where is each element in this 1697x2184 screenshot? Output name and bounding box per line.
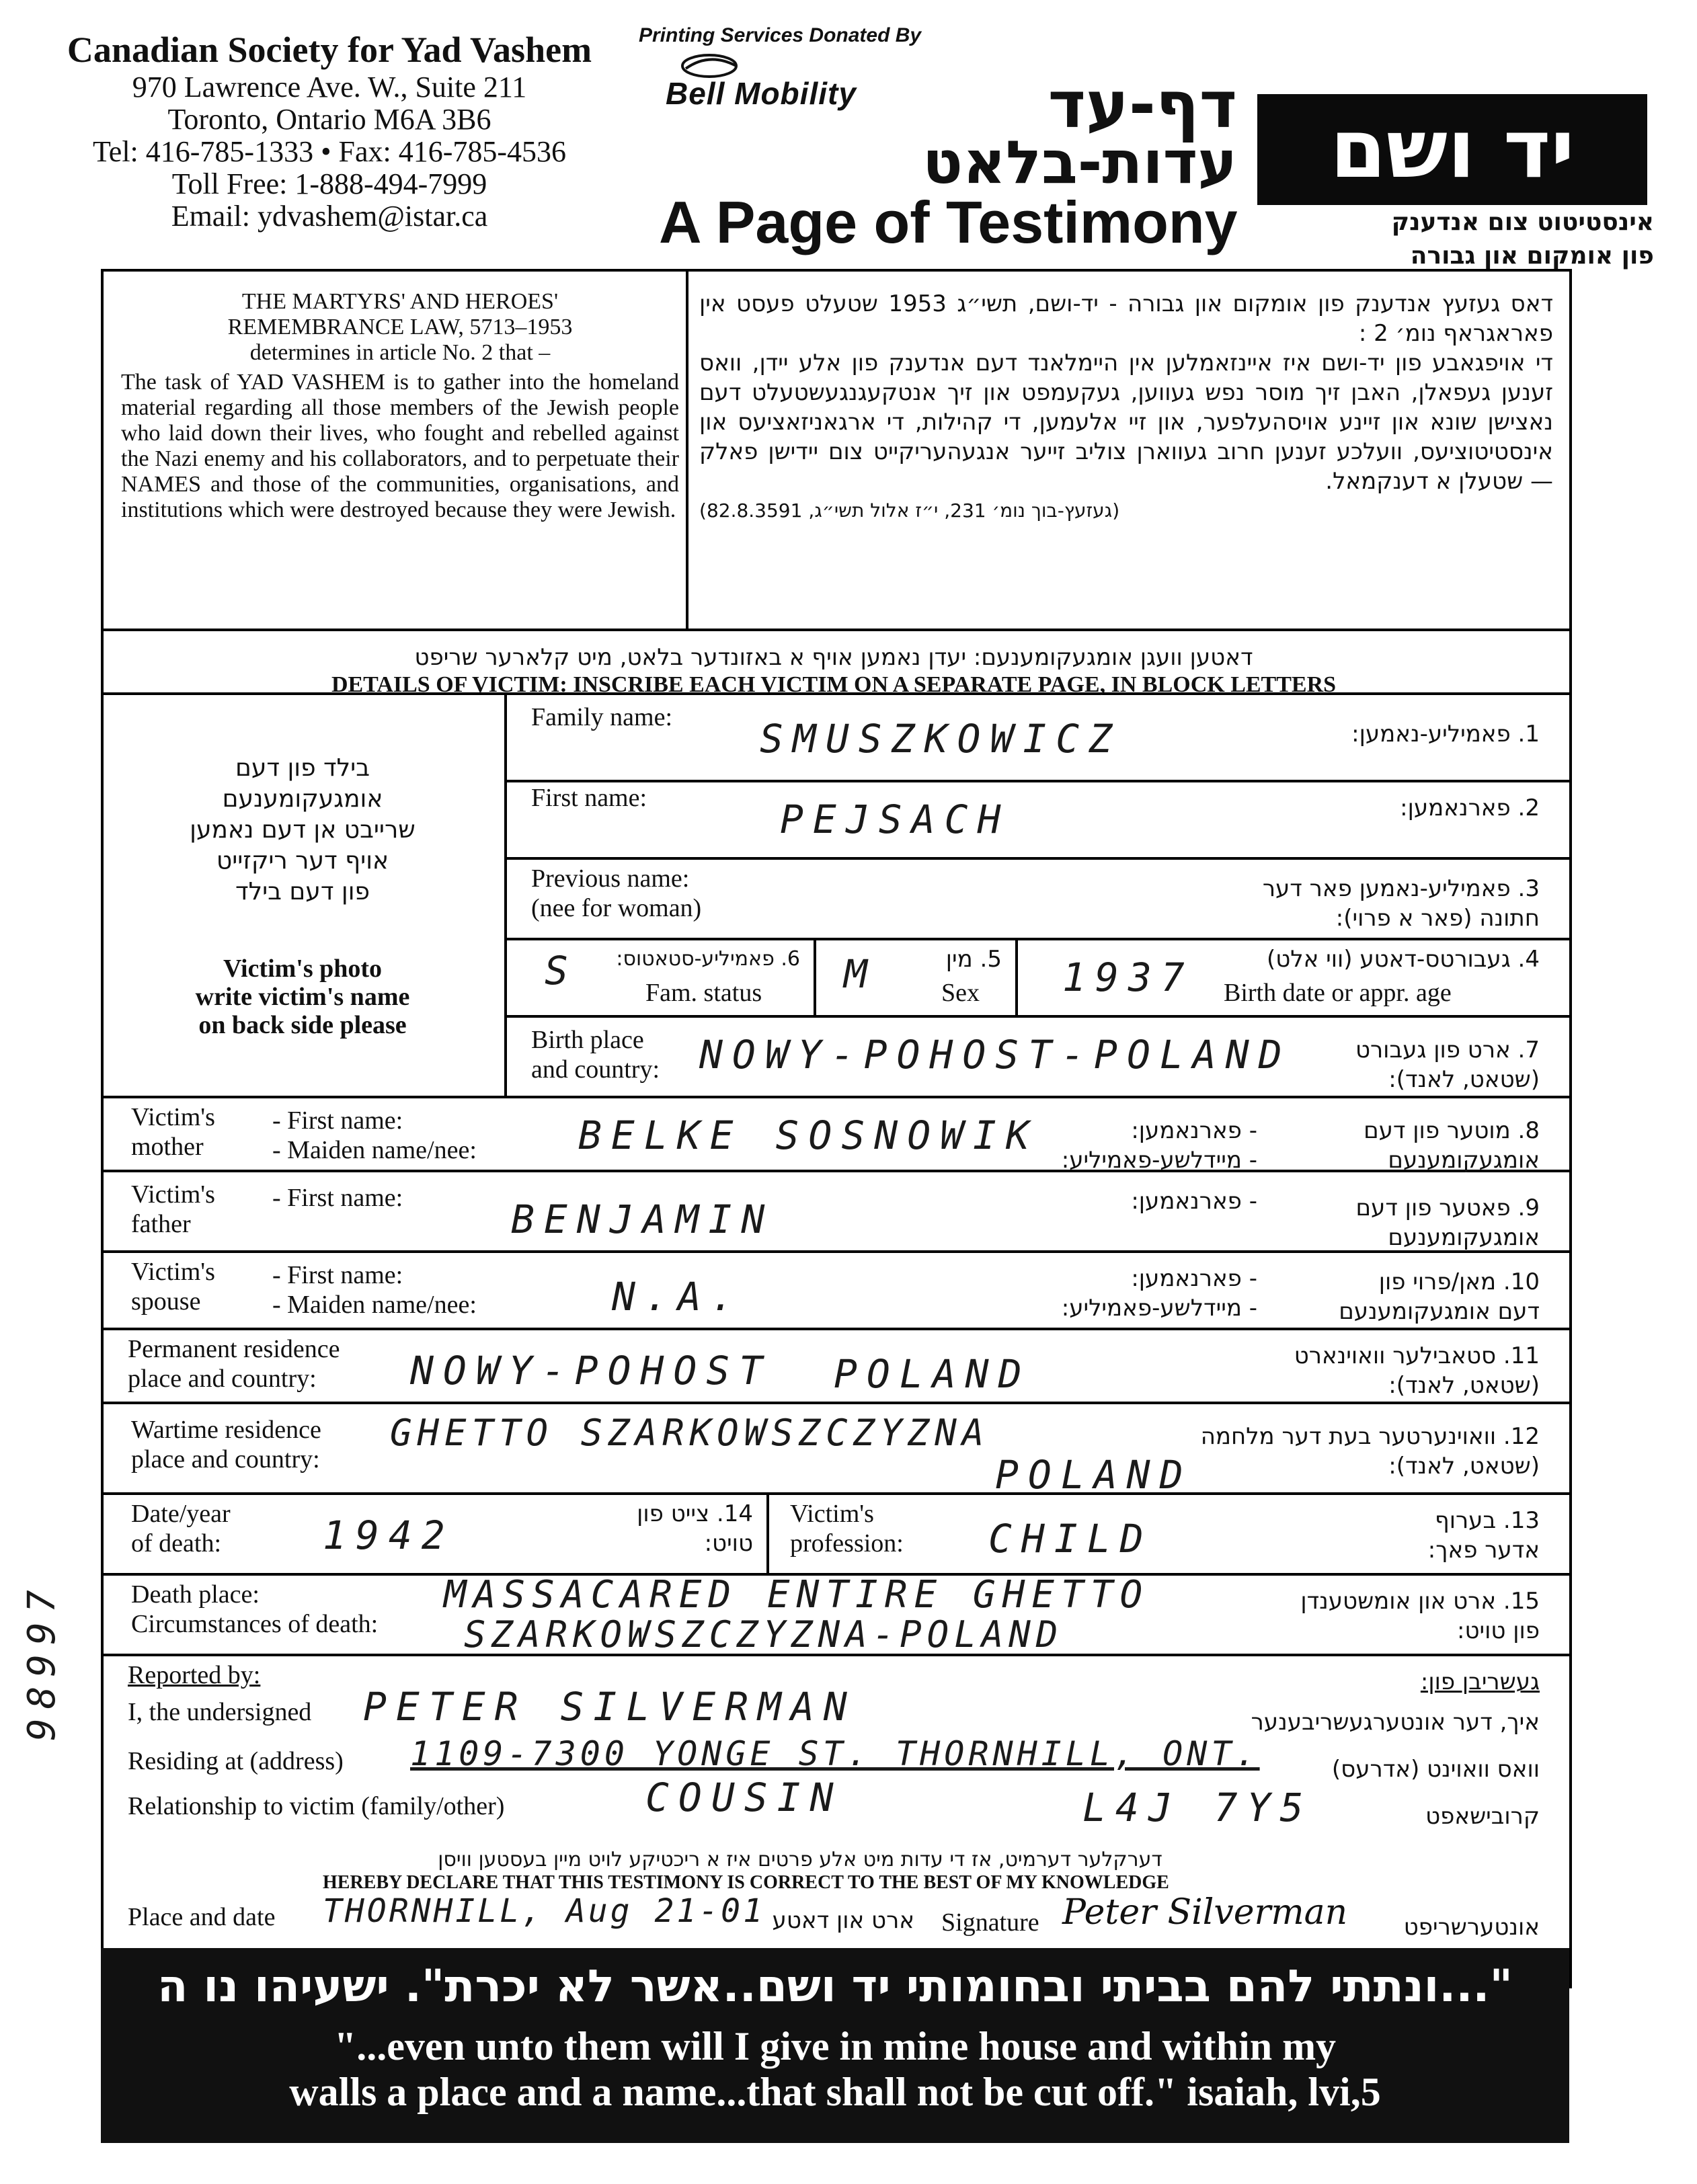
death-place-value[interactable]: MASSACARED ENTIRE GHETTO — [444, 1573, 1150, 1617]
mother-label — [131, 1102, 215, 1162]
divider — [101, 1402, 1569, 1404]
divider — [504, 692, 507, 1096]
org-address-line2: Toronto, Ontario M6A 3B6 — [167, 103, 491, 136]
father-sub-label: - First name: — [272, 1184, 403, 1212]
hebrew-title-edut-blat: עדות-בלאט — [922, 128, 1237, 197]
mother-sub-label: - First name: — [272, 1106, 403, 1135]
photo-heb-line: אומגעקומענעם — [222, 785, 383, 813]
birth-place-label — [531, 1025, 660, 1084]
fam-status-label: Fam. status — [645, 979, 762, 1007]
place-date-value[interactable]: THORNHILL, Aug 21-01 — [323, 1892, 765, 1930]
relationship-label: Relationship to victim (family/other) — [128, 1792, 505, 1820]
family-name-heb-label: 1. פאמיליע-נאמען: — [1351, 721, 1540, 747]
father-label — [131, 1180, 215, 1239]
photo-en-line: write victim's name — [195, 983, 410, 1011]
declaration-hebrew: דערקלער דערמיט, אז די עדות מיט אלע פרטים איז א ריכטיקע לויט מיין בעסטען וויסן — [438, 1848, 1162, 1871]
father-heb-sub-label: - פארנאמען: — [1131, 1188, 1257, 1215]
divider — [766, 1492, 769, 1573]
mother-value[interactable]: BELKE SOSNOWIK — [578, 1113, 1039, 1158]
death-place-heb-line: פון טויט: — [1457, 1617, 1540, 1644]
profession-label — [790, 1499, 904, 1558]
father-label-line: Victim's — [131, 1180, 215, 1209]
death-place-value-2[interactable]: SZARKOWSZCZYZNA-POLAND — [464, 1613, 1064, 1656]
permanent-residence-heb-line: (שטאט, לאנד): — [1388, 1372, 1540, 1399]
birth-date-value[interactable]: 1937 — [1062, 955, 1194, 1000]
relationship-heb-label: קרובישאפט — [1425, 1803, 1540, 1830]
first-name-label: First name: — [531, 784, 647, 812]
profession-heb-line: 13. בערוף — [1434, 1507, 1540, 1534]
divider — [504, 780, 1569, 782]
photo-heb-line: בילד פון דעם — [235, 754, 370, 782]
profession-heb-line: אדער פאך: — [1427, 1537, 1540, 1564]
declaration-english: HEREBY DECLARE THAT THIS TESTIMONY IS CORRECT TO THE BEST OF MY KNOWLEDGE — [323, 1872, 1169, 1893]
scripture-banner — [101, 1948, 1569, 2143]
wartime-residence-value[interactable]: GHETTO SZARKOWSZCZYZNA — [390, 1412, 990, 1454]
spouse-heb-sub-labels — [1009, 1264, 1257, 1323]
sex-value[interactable]: M — [844, 951, 877, 997]
mother-heb-line: אומגעקומענעם — [1388, 1147, 1540, 1174]
institute-line-2: פון אומקום און גבורה — [1410, 242, 1654, 270]
photo-instructions-hebrew — [114, 753, 491, 907]
father-heb-label — [1277, 1193, 1540, 1252]
organization-block — [40, 30, 619, 233]
death-place-label — [131, 1580, 378, 1639]
spouse-sub-label: - Maiden name/nee: — [272, 1291, 477, 1319]
divider — [814, 938, 816, 1015]
birth-date-label: Birth date or appr. age — [1224, 979, 1452, 1007]
date-of-death-label — [131, 1499, 231, 1558]
death-place-heb-label — [1251, 1586, 1540, 1646]
reported-by-label: Reported by: — [128, 1661, 261, 1689]
permanent-residence-heb-label — [1197, 1341, 1540, 1400]
details-hebrew: דאטען וועגן אומגעקומענעם: יעדן נאמען אויף א באזונדער בלאט, מיט קלארער שריפט — [414, 644, 1253, 671]
divider — [101, 629, 1569, 631]
photo-heb-line: שרייבט אן דעם נאמען — [190, 816, 416, 844]
photo-en-line: on back side please — [198, 1011, 407, 1039]
banner-hebrew: "...ונתתי להם בביתי ובחומותי יד ושם..אשר לא יכרת". ישעיהו נו ה — [157, 1960, 1513, 2012]
permanent-residence-label-line: Permanent residence — [128, 1335, 340, 1363]
banner-english-line-2: walls a place and a name...that shall not be cut off." isaiah, lvi,5 — [289, 2070, 1381, 2114]
spouse-heb-line: 10. מאן/פרוי פון — [1378, 1268, 1540, 1295]
death-place-label-line: Circumstances of death: — [131, 1610, 379, 1638]
father-label-line: father — [131, 1210, 191, 1238]
profession-label-line: Victim's — [790, 1500, 874, 1528]
institute-line-1: אינסטיטוט צום אנדענק — [1391, 208, 1654, 236]
spouse-sub-labels — [272, 1260, 477, 1320]
date-of-death-heb-line: 14. צייט פון — [637, 1500, 753, 1527]
mother-label-line: Victim's — [131, 1103, 215, 1131]
archive-number-stamp: 98997 — [20, 1580, 64, 1741]
spouse-sub-label: - First name: — [272, 1261, 403, 1289]
wartime-residence-heb-label — [1116, 1422, 1540, 1481]
undersigned-heb-label: איך, דער אונטערגעשריבענער — [1251, 1709, 1540, 1736]
mother-heb-sub: - פארנאמען: — [1131, 1117, 1257, 1144]
previous-name-heb-label — [1109, 874, 1540, 933]
previous-name-label — [531, 864, 701, 923]
first-name-heb-label: 2. פארנאמען: — [1400, 795, 1540, 821]
wartime-residence-label-line: Wartime residence — [131, 1416, 321, 1444]
sex-label: Sex — [941, 979, 980, 1007]
spouse-label-line: Victim's — [131, 1258, 215, 1286]
permanent-residence-label — [128, 1334, 340, 1393]
divider — [101, 1096, 1569, 1098]
father-heb-line: אומגעקומענעם — [1388, 1224, 1540, 1251]
law-english — [121, 289, 679, 523]
birth-place-label-line: and country: — [531, 1055, 660, 1084]
death-place-label-line: Death place: — [131, 1580, 260, 1609]
signature-label: Signature — [941, 1908, 1039, 1937]
death-place-heb-line: 15. ארט און אומשטענדן — [1300, 1588, 1540, 1615]
photo-heb-line: פון דעם בילד — [235, 878, 370, 905]
hebrew-title-daf-ed: דף-עד — [1048, 67, 1237, 143]
details-english: DETAILS OF VICTIM: INSCRIBE EACH VICTIM ON A SEPARATE PAGE, IN BLOCK LETTERS — [331, 672, 1337, 697]
photo-heb-line: אויף דער ריקזייט — [216, 847, 389, 875]
place-date-heb-label: ארט און דאטע — [772, 1907, 914, 1934]
org-phone: Tel: 416-785-1333 • Fax: 416-785-4536 — [92, 135, 567, 168]
org-toll-free: Toll Free: 1-888-494-7999 — [171, 167, 487, 200]
spouse-heb-sub: - פארנאמען: — [1131, 1265, 1257, 1292]
spouse-label — [131, 1257, 215, 1316]
previous-name-heb-line: חתונה (פאר א פרוי): — [1335, 905, 1540, 932]
law-hebrew — [699, 289, 1553, 526]
mother-sub-label: - Maiden name/nee: — [272, 1136, 477, 1164]
first-name-value[interactable]: PEJSACH — [780, 797, 1011, 842]
photo-en-line: Victim's photo — [223, 955, 383, 983]
divider — [504, 1015, 1569, 1018]
date-of-death-heb-line: טויט: — [704, 1530, 753, 1557]
law-heb-title: דאס געזעץ אנדענק פון אומקום און גבורה - יד-ושם, תשי״ג 1953 שטעלט פעסט אין פאראגראף נומ׳ 2 : — [699, 290, 1554, 347]
org-title: Canadian Society for Yad Vashem — [67, 30, 592, 70]
postal-code-value[interactable]: L4J 7Y5 — [1082, 1785, 1313, 1830]
spouse-heb-line: דעם אומגעקומענעם — [1339, 1298, 1540, 1325]
org-email: Email: ydvashem@istar.ca — [171, 200, 488, 233]
law-body: The task of YAD VASHEM is to gather into the homeland material regarding all those members of the Jewish people who laid down their lives, who fought and rebelled against the Nazi enemy and his collaborators, and to perpetuate their NAMES and those of the communities, organisations, and institutions which were destroyed because they were Jewish. — [121, 370, 679, 522]
spouse-heb-label — [1277, 1267, 1540, 1326]
date-of-death-value[interactable]: 1942 — [323, 1512, 455, 1558]
profession-value[interactable]: CHILD — [988, 1516, 1153, 1562]
birth-date-heb-label: 4. געבורטס-דאטע (ווי אלט) — [1266, 946, 1540, 973]
divider — [101, 1328, 1569, 1330]
law-title-2: REMEMBRANCE LAW, 5713–1953 — [227, 315, 573, 339]
bell-mobility-logo: Bell Mobility — [666, 76, 857, 111]
birth-place-heb-label — [1277, 1035, 1540, 1094]
yad-vashem-logo: יד ושם — [1257, 94, 1647, 205]
org-address-line1: 970 Lawrence Ave. W., Suite 211 — [132, 71, 527, 104]
mother-heb-label — [1277, 1116, 1540, 1175]
previous-name-heb-line: 3. פאמיליע-נאמען פאר דער — [1262, 875, 1540, 902]
law-heb-citation: (געזעץ-בוך נומ׳ 231, י״ז אלול תשי״ג, 82.8.3591) — [699, 499, 1120, 522]
relationship-value[interactable]: COUSIN — [645, 1775, 843, 1820]
birth-place-heb-line: (שטאט, לאנד): — [1388, 1066, 1540, 1093]
divider — [504, 857, 1569, 860]
permanent-residence-value[interactable]: NOWY-POHOST — [410, 1348, 773, 1393]
divider — [1015, 938, 1018, 1015]
signature-value[interactable]: Peter Silverman — [1062, 1892, 1348, 1933]
spouse-heb-sub: - מיידלשע-פאמיליע: — [1061, 1295, 1257, 1322]
wartime-residence-label — [131, 1415, 321, 1474]
mother-sub-labels — [272, 1106, 477, 1165]
banner-english-line-1: "...even unto them will I give in mine house and within my — [333, 2024, 1337, 2068]
reported-by-heb-label: געשריבן פון: — [1420, 1668, 1540, 1695]
birth-place-heb-line: 7. ארט פון געבורט — [1355, 1037, 1540, 1063]
divider — [686, 269, 688, 629]
mother-heb-line: 8. מוטער פון דעם — [1364, 1117, 1540, 1144]
place-date-label: Place and date — [128, 1903, 276, 1931]
divider — [101, 1492, 1569, 1495]
permanent-residence-label-line: place and country: — [128, 1365, 317, 1393]
family-name-value[interactable]: SMUSZKOWICZ — [760, 716, 1122, 762]
spouse-value[interactable]: N.A. — [612, 1274, 744, 1320]
law-heb-body: די אויפגאבע פון יד-ושם איז איינזאמלען אין היימלאנד דעם אנדענק פון אלע יידן, וואס זענען געפאלן, האבן זיך מוסר נפש געווען, געקעמפט און זיך אנטקעגנגעשטעלט דעם נאצישן שונא און זיינע אויסהעלפער, און זיי אלעמען, די קהילות, די ארגאניזאציעס און אינסטיטוציעס, וועלכע זענען חרוב געווארן צוליב זייער אנגעהעריקייט צום יידישן פאלק — שטעלן א דענקמאל. — [699, 350, 1553, 495]
mother-label-line: mother — [131, 1133, 204, 1161]
date-of-death-label-line: of death: — [131, 1529, 222, 1558]
fam-status-heb-label: 6. פאמיליע-סטאטוס: — [616, 947, 800, 971]
page-title: A Page of Testimony — [659, 189, 1238, 255]
signature-heb-label: אונטערשריפט — [1403, 1914, 1540, 1941]
previous-name-label-line: Previous name: — [531, 864, 690, 893]
wartime-residence-heb-line: 12. וואוינערטער בעת דער מלחמה — [1200, 1423, 1540, 1450]
previous-name-label-line: (nee for woman) — [531, 894, 702, 922]
spouse-label-line: spouse — [131, 1287, 201, 1316]
residing-heb-label: וואס וואוינט (אדרעס) — [1331, 1756, 1540, 1783]
mother-heb-sub: - מיידלשע-פאמיליע: — [1061, 1147, 1257, 1174]
wartime-residence-label-line: place and country: — [131, 1445, 320, 1473]
father-value[interactable]: BENJAMIN — [511, 1197, 775, 1242]
family-name-label: Family name: — [531, 703, 673, 731]
photo-instructions-english — [114, 955, 491, 1039]
residing-label: Residing at (address) — [128, 1747, 344, 1775]
date-of-death-label-line: Date/year — [131, 1500, 231, 1528]
mother-heb-sub-labels — [1009, 1116, 1257, 1175]
wartime-residence-country[interactable]: POLAND — [995, 1452, 1193, 1498]
profession-heb-label — [1331, 1506, 1540, 1565]
date-of-death-heb-label — [592, 1499, 753, 1558]
reporter-address-value[interactable]: 1109-7300 YONGE ST. THORNHILL, ONT. — [410, 1734, 1260, 1773]
fam-status-value[interactable]: S — [545, 948, 578, 994]
permanent-residence-country[interactable]: POLAND — [834, 1351, 1031, 1397]
divider — [504, 938, 1569, 940]
profession-label-line: profession: — [790, 1529, 904, 1558]
law-title-1: THE MARTYRS' AND HEROES' — [241, 289, 559, 314]
undersigned-label: I, the undersigned — [128, 1698, 312, 1726]
law-title-3: determines in article No. 2 that – — [249, 340, 551, 365]
birth-place-label-line: Birth place — [531, 1026, 644, 1054]
permanent-residence-heb-line: 11. סטאבילער וואוינארט — [1294, 1342, 1540, 1369]
printing-credit: Printing Services Donated By — [639, 24, 922, 46]
wartime-residence-heb-line: (שטאט, לאנד): — [1388, 1453, 1540, 1480]
birth-place-value[interactable]: NOWY-POHOST-POLAND — [699, 1032, 1292, 1078]
sex-heb-label: 5. מין — [945, 946, 1002, 973]
reporter-name-value[interactable]: PETER SILVERMAN — [363, 1684, 857, 1730]
father-heb-line: 9. פאטער פון דעם — [1355, 1195, 1540, 1221]
